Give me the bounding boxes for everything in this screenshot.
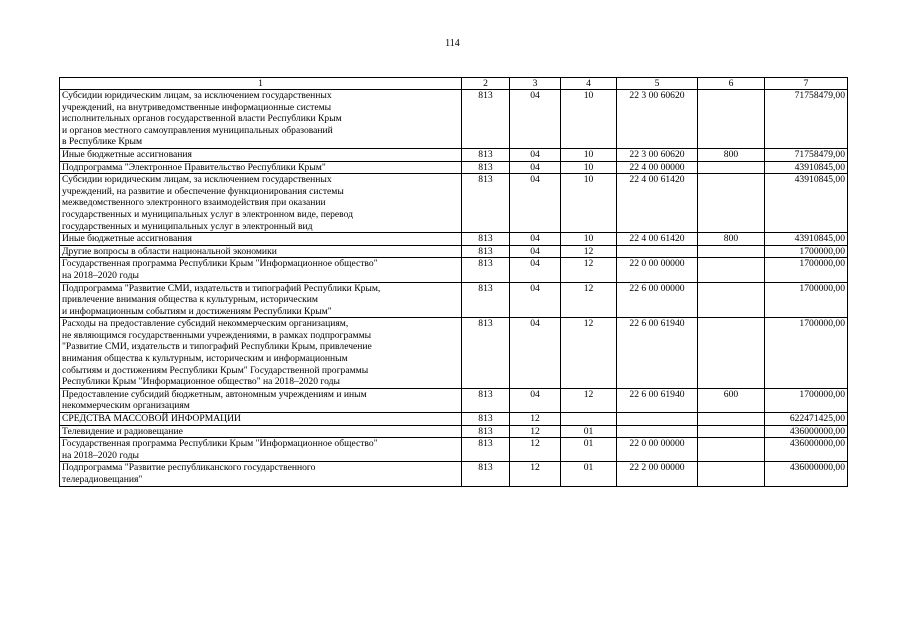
row-subsection-cell: 12 (561, 318, 617, 389)
row-admin-code-cell: 813 (462, 462, 510, 486)
row-admin-code-cell: 813 (462, 148, 510, 161)
row-amount-cell: 436000000,00 (765, 462, 848, 486)
row-section-cell: 12 (510, 425, 561, 438)
column-header: 1 (60, 78, 462, 90)
row-target-article-cell: 22 4 00 00000 (617, 161, 698, 174)
row-admin-code-cell: 813 (462, 282, 510, 318)
row-subsection-cell: 12 (561, 388, 617, 412)
row-target-article-cell: 22 0 00 00000 (617, 258, 698, 282)
row-subsection-cell: 12 (561, 282, 617, 318)
row-name-text: Иные бюджетные ассигнования (62, 233, 192, 245)
table-row (60, 282, 848, 318)
row-admin-code-cell: 813 (462, 413, 510, 426)
table-row (60, 258, 848, 282)
row-name-text: Подпрограмма "Развитие СМИ, издательств и типографий Республики Крым, привлечение внимания общества к культурным, историческим и информационным событиям и достижениям Республики Крым" (62, 282, 381, 317)
row-admin-code-cell: 813 (462, 233, 510, 246)
row-name-cell (60, 148, 462, 161)
row-expense-type-cell: 800 (698, 233, 765, 246)
table-row (60, 233, 848, 246)
row-amount-cell: 436000000,00 (765, 438, 848, 462)
row-expense-type-cell: 600 (698, 388, 765, 412)
table-row (60, 413, 848, 426)
row-name-cell (60, 233, 462, 246)
row-amount-cell: 622471425,00 (765, 413, 848, 426)
row-subsection-cell (561, 413, 617, 426)
table-row (60, 90, 848, 149)
row-target-article-cell (617, 413, 698, 426)
row-section-cell: 04 (510, 388, 561, 412)
row-amount-cell: 1700000,00 (765, 258, 848, 282)
row-admin-code-cell: 813 (462, 174, 510, 233)
row-name-cell (60, 318, 462, 389)
row-amount-cell: 43910845,00 (765, 233, 848, 246)
row-name-cell (60, 462, 462, 486)
row-name-text: Подпрограмма "Развитие республиканского государственного телерадиовещания" (62, 462, 316, 485)
row-name-text: Подпрограмма "Электронное Правительство Республики Крым" (62, 161, 326, 173)
column-header: 4 (561, 78, 617, 90)
row-subsection-cell: 12 (561, 245, 617, 258)
row-name-text: Государственная программа Республики Крым "Информационное общество" на 2018–2020 годы (62, 258, 378, 281)
row-section-cell: 04 (510, 282, 561, 318)
row-amount-cell: 71758479,00 (765, 90, 848, 149)
table-row (60, 245, 848, 258)
table-row (60, 174, 848, 233)
row-admin-code-cell: 813 (462, 388, 510, 412)
table-row (60, 462, 848, 486)
table-header-row (60, 78, 848, 90)
table-row (60, 148, 848, 161)
row-expense-type-cell (698, 174, 765, 233)
row-admin-code-cell: 813 (462, 438, 510, 462)
column-header: 3 (510, 78, 561, 90)
row-name-text: Другие вопросы в области национальной экономики (62, 245, 277, 257)
row-name-cell (60, 282, 462, 318)
row-name-text: Субсидии юридическим лицам, за исключением государственных учреждений, на внутриведомственные информационные системы исполнительных органов государственной власти Республики Крым и органов местного самоуправления муниципальных образований в Республике Крым (62, 90, 342, 148)
column-header: 5 (617, 78, 698, 90)
row-subsection-cell: 01 (561, 425, 617, 438)
row-subsection-cell: 10 (561, 174, 617, 233)
row-name-text: Предоставление субсидий бюджетным, автономным учреждениям и иным некоммерческим организациям (62, 388, 367, 412)
page-number: 114 (445, 38, 460, 49)
row-section-cell: 04 (510, 161, 561, 174)
row-name-text: Расходы на предоставление субсидий некоммерческим организациям, не являющимся государственными учреждениями, в рамках подпрограммы "Развитие СМИ, издательств и типографий Республики Крым, привлечение внимания общества к культурным, историческим и информационным событиям и достижениям Республики Крым" Государственной программы Республики Крым "Информационное общество" на 2018–2020 годы (62, 318, 372, 388)
row-target-article-cell: 22 4 00 61420 (617, 174, 698, 233)
row-name-cell (60, 413, 462, 426)
row-expense-type-cell (698, 413, 765, 426)
row-amount-cell: 1700000,00 (765, 318, 848, 389)
row-expense-type-cell (698, 90, 765, 149)
row-section-cell: 12 (510, 438, 561, 462)
row-expense-type-cell (698, 425, 765, 438)
row-target-article-cell: 22 4 00 61420 (617, 233, 698, 246)
row-target-article-cell (617, 425, 698, 438)
row-name-text: Иные бюджетные ассигнования (62, 148, 192, 160)
row-expense-type-cell (698, 258, 765, 282)
budget-table (59, 77, 848, 487)
row-admin-code-cell: 813 (462, 258, 510, 282)
row-section-cell: 12 (510, 413, 561, 426)
row-target-article-cell: 22 3 00 60620 (617, 90, 698, 149)
row-name-text: Государственная программа Республики Крым "Информационное общество" на 2018–2020 годы (62, 438, 378, 461)
row-subsection-cell: 12 (561, 258, 617, 282)
row-admin-code-cell: 813 (462, 425, 510, 438)
row-name-cell (60, 258, 462, 282)
row-section-cell: 04 (510, 174, 561, 233)
row-admin-code-cell: 813 (462, 318, 510, 389)
row-name-text: Субсидии юридическим лицам, за исключением государственных учреждений, на развитие и обеспечение функционирования системы межведомственного электронного взаимодействия при оказании государственных и муниципальных услуг в электронном виде, перевод государственных и муниципальных услуг в электронный вид (62, 174, 354, 232)
column-header: 6 (698, 78, 765, 90)
row-subsection-cell: 10 (561, 90, 617, 149)
row-expense-type-cell (698, 438, 765, 462)
row-subsection-cell: 10 (561, 161, 617, 174)
column-header: 7 (765, 78, 848, 90)
row-expense-type-cell (698, 245, 765, 258)
row-target-article-cell: 22 6 00 61940 (617, 318, 698, 389)
row-section-cell: 04 (510, 245, 561, 258)
row-section-cell: 04 (510, 148, 561, 161)
table-row (60, 161, 848, 174)
row-name-cell (60, 161, 462, 174)
row-name-cell (60, 174, 462, 233)
row-amount-cell: 1700000,00 (765, 245, 848, 258)
row-target-article-cell: 22 6 00 61940 (617, 388, 698, 412)
row-name-cell (60, 425, 462, 438)
row-subsection-cell: 10 (561, 148, 617, 161)
row-admin-code-cell: 813 (462, 90, 510, 149)
row-target-article-cell: 22 0 00 00000 (617, 438, 698, 462)
table-row (60, 318, 848, 389)
row-subsection-cell: 01 (561, 438, 617, 462)
column-header: 2 (462, 78, 510, 90)
row-target-article-cell: 22 6 00 00000 (617, 282, 698, 318)
row-name-text: СРЕДСТВА МАССОВОЙ ИНФОРМАЦИИ (62, 413, 241, 425)
row-section-cell: 12 (510, 462, 561, 486)
table-row (60, 438, 848, 462)
row-amount-cell: 436000000,00 (765, 425, 848, 438)
row-name-text: Телевидение и радиовещание (62, 425, 183, 437)
row-amount-cell: 43910845,00 (765, 161, 848, 174)
row-expense-type-cell (698, 161, 765, 174)
row-amount-cell: 1700000,00 (765, 388, 848, 412)
row-amount-cell: 71758479,00 (765, 148, 848, 161)
row-section-cell: 04 (510, 233, 561, 246)
row-expense-type-cell (698, 462, 765, 486)
row-target-article-cell: 22 3 00 60620 (617, 148, 698, 161)
row-expense-type-cell: 800 (698, 148, 765, 161)
table-row (60, 425, 848, 438)
row-amount-cell: 43910845,00 (765, 174, 848, 233)
row-admin-code-cell: 813 (462, 245, 510, 258)
row-name-cell (60, 388, 462, 412)
row-name-cell (60, 90, 462, 149)
row-subsection-cell: 01 (561, 462, 617, 486)
row-target-article-cell: 22 2 00 00000 (617, 462, 698, 486)
row-section-cell: 04 (510, 318, 561, 389)
row-expense-type-cell (698, 318, 765, 389)
table-row (60, 388, 848, 412)
row-section-cell: 04 (510, 90, 561, 149)
row-name-cell (60, 438, 462, 462)
row-admin-code-cell: 813 (462, 161, 510, 174)
row-amount-cell: 1700000,00 (765, 282, 848, 318)
row-subsection-cell: 10 (561, 233, 617, 246)
row-target-article-cell (617, 245, 698, 258)
row-name-cell (60, 245, 462, 258)
row-expense-type-cell (698, 282, 765, 318)
row-section-cell: 04 (510, 258, 561, 282)
